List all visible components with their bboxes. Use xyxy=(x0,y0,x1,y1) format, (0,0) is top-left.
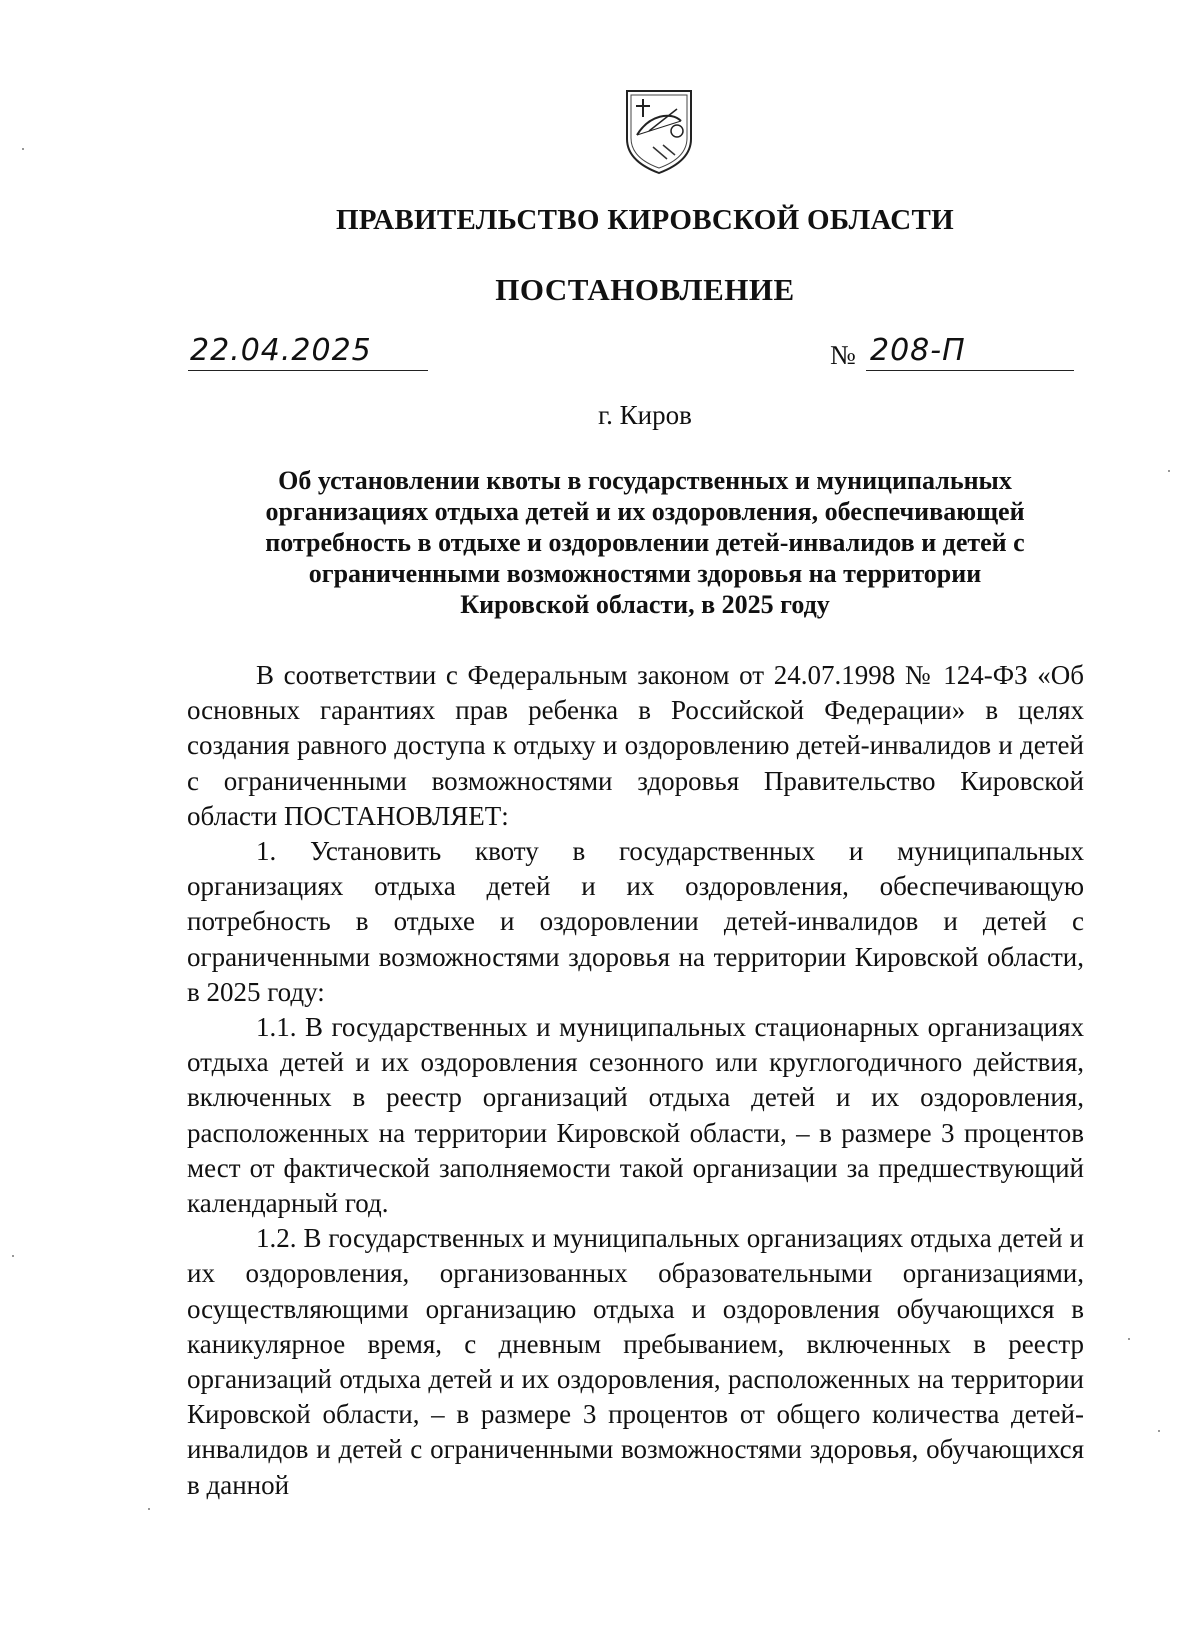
paragraph-item-1-1: 1.1. В государственных и муниципальных стационарных организациях отдыха детей и их оздоровления сезонного или круглогодичного действия, включенных в реестр организаций отдыха детей и их оздоровления, расположенных на территории Кировской области, – в размере 3 процентов мест от фактической заполняемости такой организации за предшествующий календарный год. xyxy=(187,1012,1084,1219)
title-line: Об установлении квоты в государственных и муниципальных xyxy=(278,466,1012,495)
document-title xyxy=(200,465,1090,620)
title-line: ограниченными возможностями здоровья на территории xyxy=(308,559,982,588)
number-sign: № xyxy=(830,340,856,370)
coat-of-arms-emblem xyxy=(623,87,695,175)
document-body xyxy=(187,658,1084,1503)
title-line: организациях отдыха детей и их оздоровления, обеспечивающей xyxy=(265,497,1025,526)
paragraph-item-1: 1. Установить квоту в государственных и муниципальных организациях отдыха детей и их оздоровления, обеспечивающую потребность в отдыхе и оздоровлении детей-инвалидов и детей с ограниченными возможностями здоровья на территории Кировской области, в 2025 году: xyxy=(187,836,1084,1007)
document-number: 208-П xyxy=(870,333,966,368)
organization-name: ПРАВИТЕЛЬСТВО КИРОВСКОЙ ОБЛАСТИ xyxy=(335,204,955,236)
paragraph-item-1-2: 1.2. В государственных и муниципальных организациях отдыха детей и их оздоровления, организованных образовательными организациями, осуществляющими организацию отдыха и оздоровления обучающихся в каникулярное время, с дневным пребыванием, включенных в реестр организаций отдыха детей и их оздоровления, расположенных на территории Кировской области, – в размере 3 процентов от общего количества детей-инвалидов и детей с ограниченными возможностями здоровья, обучающихся в данной xyxy=(187,1223,1084,1500)
title-line: Кировской области, в 2025 году xyxy=(460,590,830,619)
city: г. Киров xyxy=(598,400,692,430)
paragraph-preamble: В соответствии с Федеральным законом от 24.07.1998 № 124-ФЗ «Об основных гарантиях прав ребенка в Российской Федерации» в целях создания равного доступа к отдыху и оздоровлению детей-инвалидов и детей с ограниченными возможностями здоровья Правительство Кировской области ПОСТАНОВЛЯЕТ: xyxy=(187,660,1084,831)
document-type: ПОСТАНОВЛЕНИЕ xyxy=(495,272,795,307)
document-date: 22.04.2025 xyxy=(190,333,372,368)
date-underline xyxy=(188,370,428,371)
title-line: потребность в отдыхе и оздоровлении детей-инвалидов и детей с xyxy=(265,528,1025,557)
number-underline xyxy=(866,370,1074,371)
